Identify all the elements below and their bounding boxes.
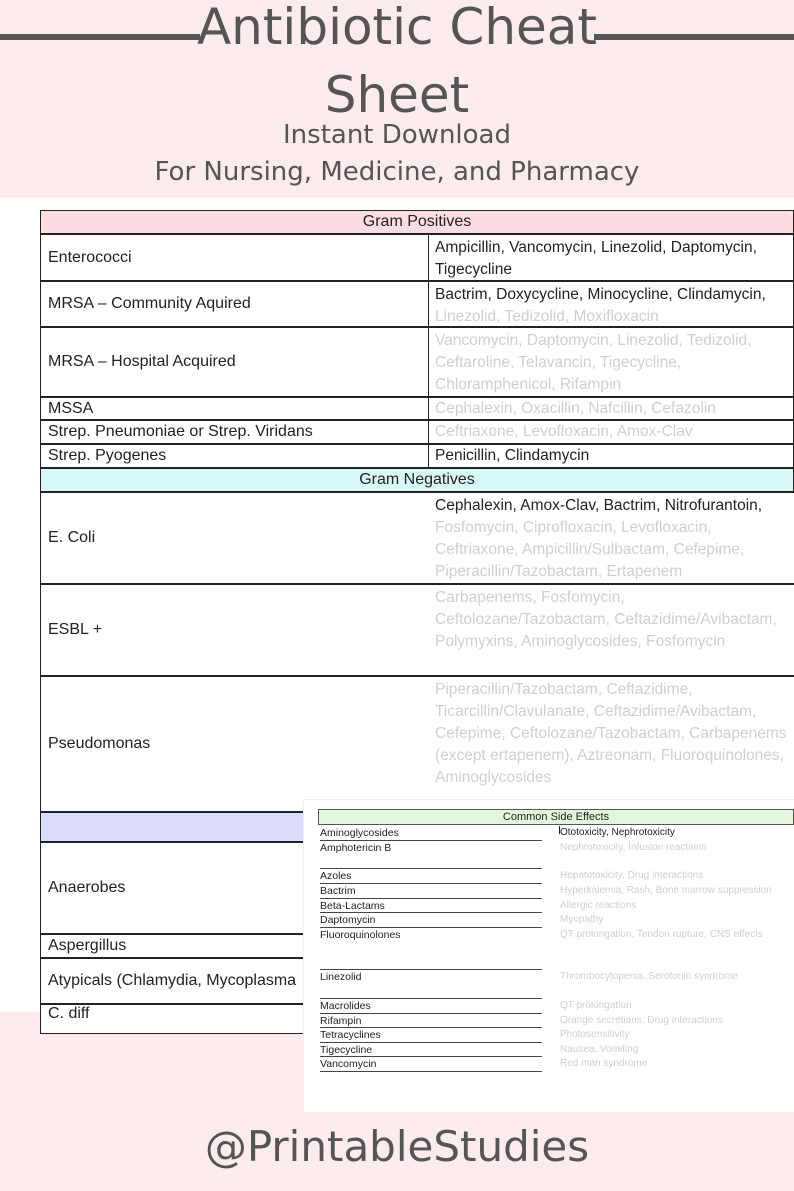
- drug-name: Rifampin: [320, 1015, 542, 1028]
- side-effect-row: [318, 999, 794, 1014]
- drug-name: Aminoglycosides: [320, 827, 542, 841]
- organism-label: Enterococci: [41, 235, 429, 280]
- drug-list: Bactrim, Doxycycline, Minocycline, Clindamycin,: [435, 286, 766, 303]
- side-effect-text: Thrombocytopenia, Serotonin syndrome: [560, 971, 738, 982]
- side-effect-text: Nephrotoxicity, Infusion reactions: [560, 842, 707, 853]
- side-effect-text: Ototoxicity, Nephrotoxicity: [560, 827, 675, 838]
- drug-name: Tetracyclines: [320, 1029, 542, 1043]
- side-effect-text: QT prolongation, Tendon rupture, CNS effects: [560, 929, 763, 940]
- side-effect-text: Red man syndrome: [560, 1058, 648, 1069]
- page-title-line1: Antibiotic Cheat: [196, 0, 598, 56]
- side-effect-text: Hepatotoxicity, Drug interactions: [560, 870, 704, 881]
- drug-name: Fluoroquinolones: [320, 929, 542, 970]
- table-row: [40, 676, 794, 812]
- page-title-line2: Sheet: [324, 66, 470, 124]
- drug-name: Vancomycin: [320, 1058, 542, 1072]
- table-row: [40, 234, 794, 281]
- side-effect-row: [318, 1043, 794, 1057]
- organism-label: E. Coli: [48, 529, 96, 546]
- table-row: [40, 281, 794, 327]
- side-effect-text: Allergic reactions: [560, 900, 637, 911]
- side-effect-row: [318, 928, 794, 970]
- drug-list-faded: Fosfomycin, Ciprofloxacin, Levofloxacin, Ceftriaxone, Ampicillin/Sulbactam, Cefepime, Piperacillin/Tazobactam, Ertapenem: [435, 519, 745, 580]
- drug-list: Penicillin, Clindamycin: [435, 447, 590, 464]
- footer-handle: @PrintableStudies: [204, 1122, 590, 1171]
- drug-name: Daptomycin: [320, 914, 542, 928]
- side-effect-row: [318, 884, 794, 899]
- organism-label: Anaerobes: [48, 879, 126, 896]
- drug-list-faded: Carbapenems, Fosfomycin, Ceftolozane/Tazobactam, Ceftazidime/Avibactam, Polymyxins, Aminoglycosides, Fosfomycin: [435, 589, 777, 650]
- organism-label: MRSA – Hospital Acquired: [41, 328, 429, 396]
- drug-name: Beta-Lactams: [320, 900, 542, 913]
- side-effect-text: Orange secretions, Drug interactions: [560, 1015, 723, 1026]
- organism-label: ESBL +: [48, 621, 103, 638]
- side-effect-text: Hyperkalemia, Rash, Bone marrow suppression: [560, 885, 772, 896]
- organism-label: C. diff: [48, 1005, 90, 1022]
- organism-label: Pseudomonas: [48, 735, 151, 752]
- drug-name: Amphotericin B: [320, 842, 542, 869]
- table-row: [40, 444, 794, 468]
- side-effect-row: [318, 841, 794, 869]
- side-effect-text: Myopathy: [560, 914, 604, 925]
- organism-label: Atypicals (Chlamydia, Mycoplasma: [48, 972, 297, 989]
- side-effects-divider: [559, 826, 560, 834]
- subtitle-download: Instant Download: [283, 120, 511, 150]
- side-effect-row: [318, 869, 794, 884]
- table-row: [40, 327, 794, 397]
- side-effect-row: [318, 1028, 794, 1043]
- organism-label: MRSA – Community Aquired: [41, 282, 429, 326]
- side-effect-row: [318, 1014, 794, 1028]
- drug-name: Bactrim: [320, 885, 542, 899]
- side-effect-row: [318, 826, 794, 841]
- drug-name: Linezolid: [320, 971, 542, 999]
- side-effect-row: [318, 1057, 794, 1072]
- side-effect-row: [318, 913, 794, 928]
- organism-label: Aspergillus: [48, 937, 127, 954]
- side-effect-row: [318, 970, 794, 999]
- drug-list-faded: Linezolid, Tedizolid, Moxifloxacin: [435, 308, 659, 325]
- table-row: [40, 492, 794, 584]
- gram-negatives-heading: Gram Negatives: [40, 468, 794, 492]
- drug-list: Cephalexin, Amox-Clav, Bactrim, Nitrofurantoin,: [435, 497, 763, 514]
- side-effects-heading: Common Side Effects: [318, 809, 794, 825]
- drug-name: Macrolides: [320, 1000, 542, 1014]
- side-effects-card: [304, 800, 794, 1112]
- side-effect-text: Photosensitivity: [560, 1029, 630, 1040]
- table-row: [40, 584, 794, 676]
- gram-positives-heading: Gram Positives: [40, 210, 794, 234]
- subtitle-audience: For Nursing, Medicine, and Pharmacy: [154, 157, 640, 187]
- organism-label: MSSA: [41, 398, 429, 419]
- drug-list-faded: Ceftriaxone, Levofloxacin, Amox-Clav: [435, 423, 693, 440]
- side-effect-text: Nausea, Vomiting: [560, 1044, 639, 1055]
- side-effect-text: QT prolongation: [560, 1000, 632, 1011]
- drug-list-faded: Piperacillin/Tazobactam, Ceftazidime, Ticarcillin/Clavulanate, Ceftazidime/Avibactam, Cefepime, Ceftolozane/Tazobactam, Carbapenems (except ertapenem), Aztreonam, Fluoroquinolones, Aminoglycosides: [435, 681, 787, 786]
- table-row: [40, 420, 794, 444]
- drug-name: Azoles: [320, 870, 542, 884]
- side-effect-row: [318, 899, 794, 913]
- drug-name: Tigecycline: [320, 1044, 542, 1057]
- drug-list-faded: Vancomycin, Daptomycin, Linezolid, Tedizolid, Ceftaroline, Telavancin, Tigecycline, Chloramphenicol, Rifampin: [435, 332, 752, 393]
- drug-list: Ampicillin, Vancomycin, Linezolid, Daptomycin, Tigecycline: [435, 239, 757, 278]
- organism-label: Strep. Pneumoniae or Strep. Viridans: [41, 421, 429, 443]
- table-row: [40, 397, 794, 420]
- organism-label: Strep. Pyogenes: [41, 445, 429, 467]
- drug-list-faded: Cephalexin, Oxacillin, Nafcillin, Cefazolin: [435, 400, 716, 417]
